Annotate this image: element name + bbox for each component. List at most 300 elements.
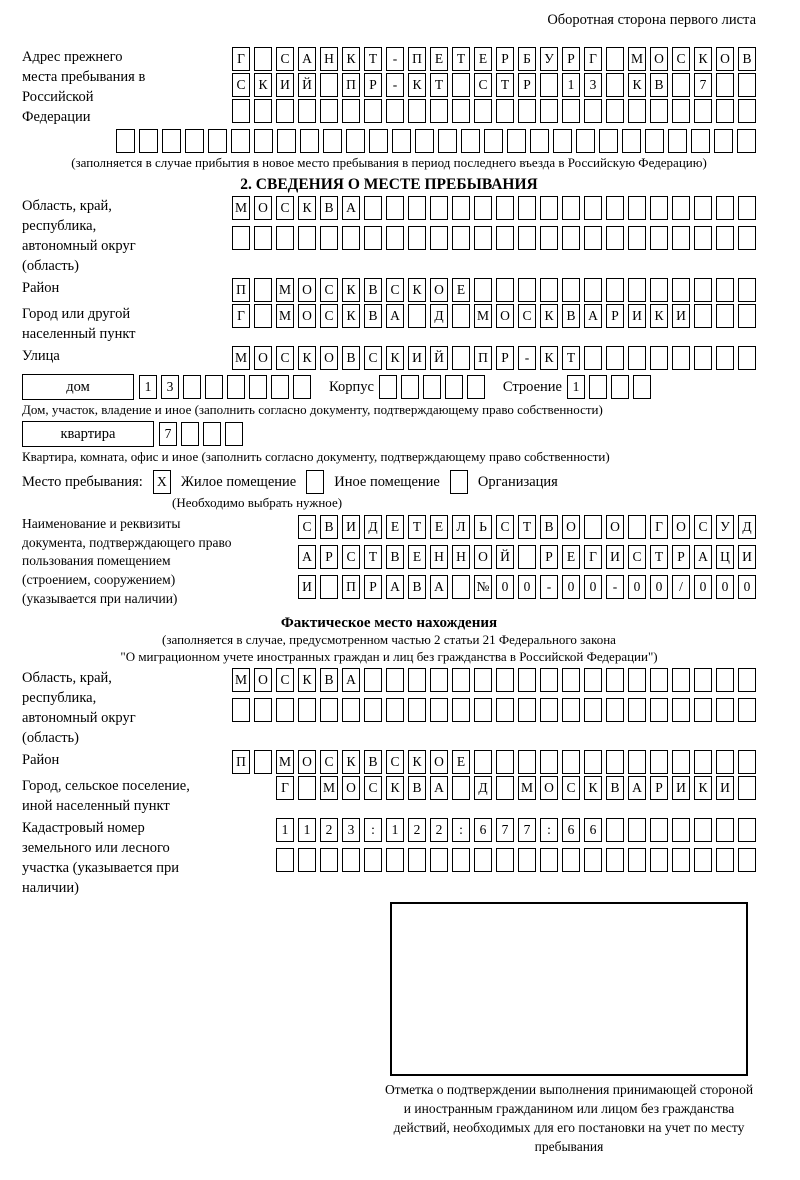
char-cell [342,848,360,872]
section2-title: 2. СВЕДЕНИЯ О МЕСТЕ ПРЕБЫВАНИЯ [240,176,538,193]
char-cell: С [562,776,580,800]
char-cell [369,129,388,153]
char-cell [227,375,245,399]
char-cell [650,848,668,872]
street-grid [232,346,756,370]
char-cell: С [232,73,250,97]
region-field [22,196,756,276]
char-cell: К [694,776,712,800]
char-cell: К [342,750,360,774]
char-cell [496,776,514,800]
char-row [276,848,756,872]
char-cell: 1 [298,818,316,842]
char-cell: - [386,47,404,71]
char-cell: Н [430,545,448,569]
char-cell [474,750,492,774]
char-cell [452,668,470,692]
char-cell: С [386,750,404,774]
char-row [232,668,756,692]
char-cell [672,346,690,370]
char-cell [276,698,294,722]
char-cell: Т [364,545,382,569]
char-cell: К [408,73,426,97]
char-cell [401,375,419,399]
char-cell [716,346,734,370]
char-cell [225,422,243,446]
char-row [232,304,756,328]
char-cell [364,99,382,123]
char-cell [633,375,651,399]
char-cell [232,226,250,250]
char-cell [650,226,668,250]
char-cell: Е [562,545,580,569]
char-cell [185,129,204,153]
char-cell [716,226,734,250]
char-cell: Й [298,73,316,97]
char-cell [320,99,338,123]
char-cell [650,346,668,370]
char-cell [518,668,536,692]
char-cell: М [320,776,338,800]
char-cell: Д [364,515,382,539]
char-row [276,818,756,842]
fact-city-grid [276,776,756,800]
char-cell [628,278,646,302]
char-cell [452,196,470,220]
stamp-box [390,902,748,1076]
char-cell [408,226,426,250]
char-cell: 3 [584,73,602,97]
char-cell [254,99,272,123]
char-cell [650,278,668,302]
char-cell [474,848,492,872]
char-cell [694,818,712,842]
char-cell [342,226,360,250]
char-cell: С [276,668,294,692]
char-cell [183,375,201,399]
char-cell: О [606,515,624,539]
char-cell [320,848,338,872]
char-cell: Л [452,515,470,539]
char-cell [738,848,756,872]
char-cell: О [254,346,272,370]
char-cell: М [628,47,646,71]
char-cell [181,422,199,446]
char-cell: О [562,515,580,539]
char-cell [694,848,712,872]
char-cell: 1 [567,375,585,399]
char-cell: А [386,575,404,599]
char-cell [628,668,646,692]
char-cell [716,99,734,123]
char-cell [650,668,668,692]
char-row [298,545,756,569]
char-cell [672,196,690,220]
char-cell: В [320,515,338,539]
char-cell [584,698,602,722]
apartment-note: Квартира, комната, офис и иное (заполнить согласно документу, подтверждающему право собственности) [22,449,610,464]
char-cell [716,196,734,220]
char-cell [452,848,470,872]
char-cell: Г [584,545,602,569]
char-cell [628,346,646,370]
char-cell [276,99,294,123]
house-note: Дом, участок, владение и иное (заполнить согласно документу, подтверждающему право собственности) [22,402,603,417]
fact-city-field [22,776,756,816]
char-cell [628,515,646,539]
stay-option-other-label: Иное помещение [334,473,440,490]
char-cell: К [342,47,360,71]
char-cell: 0 [518,575,536,599]
char-cell: Р [364,575,382,599]
char-cell: Е [408,545,426,569]
char-cell [298,776,316,800]
char-cell [672,668,690,692]
char-cell [611,375,629,399]
char-cell [254,304,272,328]
char-cell: С [342,545,360,569]
char-cell [562,848,580,872]
char-cell: И [672,776,690,800]
char-cell [738,750,756,774]
char-cell [694,750,712,774]
char-cell [628,848,646,872]
stay-place-note: (Необходимо выбрать нужное) [172,495,343,510]
char-cell: И [298,575,316,599]
char-cell [392,129,411,153]
char-row [232,47,756,71]
char-row [232,99,756,123]
char-cell: Б [518,47,536,71]
char-cell: Д [738,515,756,539]
char-cell: : [540,818,558,842]
char-cell [452,575,470,599]
char-cell: О [254,196,272,220]
char-cell [540,668,558,692]
char-cell: В [364,278,382,302]
char-cell: Р [650,776,668,800]
char-cell [474,196,492,220]
char-cell [277,129,296,153]
house-box: дом [22,374,134,400]
char-cell: О [496,304,514,328]
char-cell: Р [496,346,514,370]
city-field [22,304,756,344]
char-cell [320,73,338,97]
char-cell: 3 [342,818,360,842]
char-cell [249,375,267,399]
char-cell [650,818,668,842]
char-cell [716,304,734,328]
char-cell: А [298,545,316,569]
checkbox-residential[interactable] [153,470,171,494]
char-cell: М [474,304,492,328]
char-cell [408,698,426,722]
char-cell [162,129,181,153]
char-cell [496,99,514,123]
char-cell [298,698,316,722]
char-cell: 1 [276,818,294,842]
char-cell: И [738,545,756,569]
char-cell [668,129,687,153]
char-row [232,196,756,220]
char-cell [298,848,316,872]
char-cell [672,73,690,97]
char-cell [628,99,646,123]
char-cell [320,226,338,250]
char-cell: 6 [474,818,492,842]
char-cell [364,668,382,692]
char-cell: М [276,750,294,774]
document-grid [298,515,756,599]
apartment-number-row [159,422,243,446]
region-label: Область, край, республика, автономный округ (область) [22,198,136,274]
char-cell: Т [518,515,536,539]
char-cell [254,129,273,153]
char-row [298,515,756,539]
char-cell: П [474,346,492,370]
char-cell: Д [474,776,492,800]
char-cell [518,99,536,123]
char-cell: И [276,73,294,97]
char-cell [452,698,470,722]
char-cell [364,848,382,872]
char-cell: М [518,776,536,800]
char-cell: Г [584,47,602,71]
char-cell [622,129,641,153]
checkbox-other-premises[interactable] [306,470,324,494]
stroenie-row [567,375,651,399]
char-cell: 0 [584,575,602,599]
char-cell: 0 [650,575,668,599]
char-cell [323,129,342,153]
char-cell [628,196,646,220]
fact-region-label: Область, край, республика, автономный округ (область) [22,669,136,746]
char-cell [474,278,492,302]
char-cell [650,196,668,220]
char-cell [650,698,668,722]
char-cell [364,196,382,220]
char-cell: С [276,346,294,370]
char-cell [540,848,558,872]
district-grid [232,278,756,302]
char-cell [584,196,602,220]
char-cell [672,698,690,722]
stay-place-line [22,470,756,494]
char-cell [276,226,294,250]
checkbox-organization[interactable] [450,470,468,494]
char-cell [496,278,514,302]
char-cell: И [672,304,690,328]
char-cell [738,668,756,692]
char-cell [584,99,602,123]
char-cell: 2 [320,818,338,842]
stamp-caption: Отметка о подтверждении выполнения принимающей стороной и иностранным гражданином или лицом без гражданства действий, необходимых для его постановки на учет по месту пребывания [384,1081,754,1154]
char-cell [205,375,223,399]
char-cell [293,375,311,399]
char-cell [606,698,624,722]
char-cell [408,848,426,872]
char-cell: С [386,278,404,302]
char-cell: С [364,346,382,370]
char-cell: Р [606,304,624,328]
char-cell [467,375,485,399]
prev-address-extra-row [22,129,756,153]
char-cell: 6 [562,818,580,842]
char-cell [606,99,624,123]
char-cell [737,129,756,153]
char-cell [628,226,646,250]
apartment-box: квартира [22,421,154,447]
char-cell: К [386,776,404,800]
char-cell: Р [540,545,558,569]
char-cell: А [628,776,646,800]
char-cell [364,698,382,722]
char-cell: С [694,515,712,539]
char-cell [298,226,316,250]
char-cell: С [364,776,382,800]
street-field [22,346,756,370]
char-cell: О [254,668,272,692]
char-cell: К [386,346,404,370]
char-cell: И [606,545,624,569]
char-cell: Й [496,545,514,569]
char-cell: М [276,304,294,328]
char-cell [298,99,316,123]
char-cell: 6 [584,818,602,842]
char-cell: С [320,278,338,302]
char-cell: К [408,750,426,774]
char-row [232,750,756,774]
char-cell [386,226,404,250]
char-cell: Р [672,545,690,569]
fact-district-grid [232,750,756,774]
char-cell [540,99,558,123]
fact-note-2: "О миграционном учете иностранных граждан и лиц без гражданства в Российской Федерации") [120,649,658,665]
char-cell: А [584,304,602,328]
char-cell: Т [496,73,514,97]
char-cell: В [650,73,668,97]
char-cell: Р [364,73,382,97]
char-cell [540,73,558,97]
char-cell [694,196,712,220]
char-cell [576,129,595,153]
char-cell [672,848,690,872]
char-cell: М [276,278,294,302]
char-cell: В [386,545,404,569]
char-cell: Р [562,47,580,71]
char-cell [694,698,712,722]
char-cell: 3 [161,375,179,399]
char-cell: К [254,73,272,97]
char-cell [716,698,734,722]
char-cell [518,196,536,220]
char-cell [628,750,646,774]
char-cell [364,226,382,250]
char-cell: - [518,346,536,370]
house-line [22,374,756,400]
char-cell [562,698,580,722]
char-cell [452,99,470,123]
char-cell [386,848,404,872]
char-cell[interactable] [306,470,324,494]
char-cell: И [716,776,734,800]
char-cell [254,226,272,250]
char-cell [507,129,526,153]
char-cell [342,99,360,123]
char-cell [738,196,756,220]
char-cell: Р [518,73,536,97]
char-cell: - [606,575,624,599]
char-cell [254,750,272,774]
char-cell: 2 [408,818,426,842]
char-cell [672,99,690,123]
char-cell [606,848,624,872]
char-cell [584,668,602,692]
char-cell: П [342,73,360,97]
char-cell [694,668,712,692]
char-cell: К [628,73,646,97]
char-cell [430,848,448,872]
district-field [22,278,756,302]
char-cell: И [408,346,426,370]
char-cell [628,818,646,842]
char-cell [584,278,602,302]
char-cell: Т [562,346,580,370]
char-cell [606,668,624,692]
char-cell: О [342,776,360,800]
char-cell [320,575,338,599]
char-cell [430,698,448,722]
char-cell: К [342,304,360,328]
char-cell: К [584,776,602,800]
char-cell [496,698,514,722]
char-row [232,226,756,250]
char-cell: Й [430,346,448,370]
char-cell [716,750,734,774]
fact-city-label: Город, сельское поселение, иной населенный пункт [22,777,190,814]
document-field [22,515,756,608]
char-cell: Г [232,47,250,71]
char-cell [738,226,756,250]
fact-title: Фактическое место нахождения [280,615,498,632]
char-cell: 1 [562,73,580,97]
char-cell: А [342,196,360,220]
char-cell [584,346,602,370]
char-cell [540,226,558,250]
char-cell [645,129,664,153]
char-row [276,776,756,800]
char-cell [584,750,602,774]
char-cell [584,515,602,539]
char-cell[interactable]: X [153,470,171,494]
char-cell: 1 [139,375,157,399]
char-cell [518,545,536,569]
char-cell: С [496,515,514,539]
char-cell: О [540,776,558,800]
char-cell [423,375,441,399]
char-cell [650,99,668,123]
char-cell: 2 [430,818,448,842]
char-cell [474,99,492,123]
char-cell: М [232,346,250,370]
char-cell [386,668,404,692]
char-cell [452,304,470,328]
char-cell [738,818,756,842]
char-cell[interactable] [450,470,468,494]
char-cell [540,750,558,774]
char-cell: А [298,47,316,71]
